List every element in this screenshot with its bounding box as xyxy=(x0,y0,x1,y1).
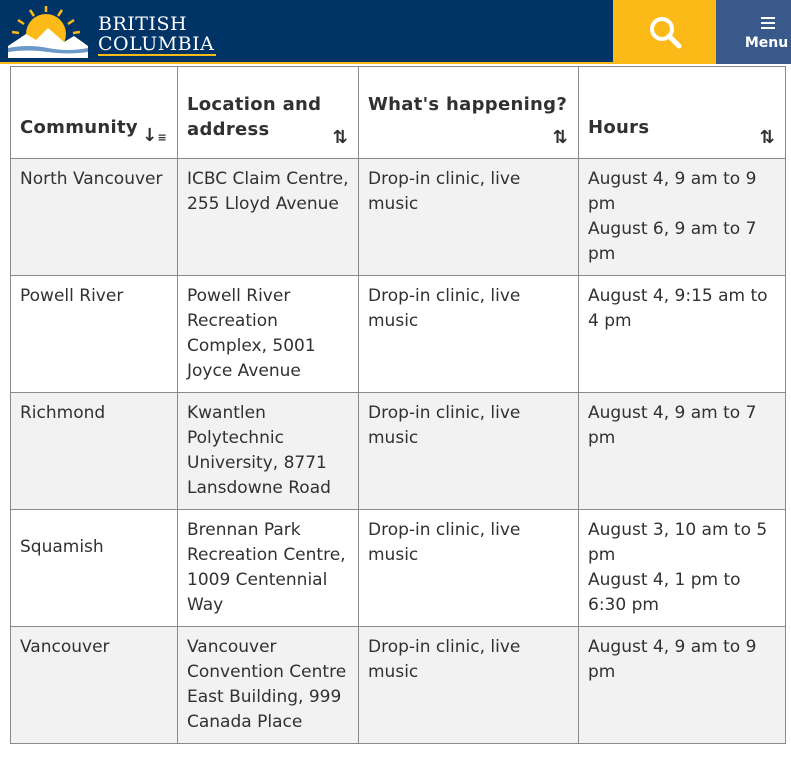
sort-ascending-icon[interactable]: ↓≡ xyxy=(142,125,167,146)
cell-happening: Drop-in clinic, live music xyxy=(359,510,579,627)
hamburger-icon xyxy=(761,17,775,32)
table-row xyxy=(11,276,786,393)
hours-line: August 4, 9 am to 9 pm xyxy=(588,169,757,214)
sun-mountain-icon xyxy=(8,4,88,58)
table-header-row xyxy=(11,67,786,159)
cell-location: Brennan Park Recreation Centre, 1009 Centennial Way xyxy=(178,510,359,627)
table-row xyxy=(11,159,786,276)
events-table xyxy=(10,66,786,744)
cell-location: Vancouver Convention Centre East Building, 999 Canada Place xyxy=(178,627,359,744)
logo-line-1: BRITISH xyxy=(98,13,188,35)
bc-logo[interactable] xyxy=(8,4,215,58)
hours-line: August 4, 1 pm to 6:30 pm xyxy=(588,570,741,615)
cell-hours xyxy=(579,276,786,393)
table-row xyxy=(11,393,786,510)
column-header-location: Location and address ⇅ xyxy=(178,67,359,159)
hours-line: August 4, 9 am to 9 pm xyxy=(588,637,757,682)
cell-community: Squamish xyxy=(11,510,178,627)
menu-button[interactable] xyxy=(716,0,791,64)
cell-happening: Drop-in clinic, live music xyxy=(359,276,579,393)
site-header xyxy=(0,0,791,64)
hours-line: August 4, 9:15 am to 4 pm xyxy=(588,286,768,331)
menu-label: Menu xyxy=(744,35,789,51)
cell-community: North Vancouver xyxy=(11,159,178,276)
sort-icon[interactable]: ⇅ xyxy=(552,127,568,148)
column-header-happening: What's happening? ⇅ xyxy=(359,67,579,159)
column-header-community: Community ↓≡ xyxy=(11,67,178,159)
cell-community: Richmond xyxy=(11,393,178,510)
table-row xyxy=(11,627,786,744)
cell-community: Vancouver xyxy=(11,627,178,744)
hours-line: August 4, 9 am to 7 pm xyxy=(588,403,757,448)
search-icon xyxy=(648,15,682,49)
cell-happening: Drop-in clinic, live music xyxy=(359,159,579,276)
cell-hours xyxy=(579,627,786,744)
sort-icon[interactable]: ⇅ xyxy=(759,127,775,148)
cell-happening: Drop-in clinic, live music xyxy=(359,393,579,510)
events-table-container xyxy=(10,66,785,744)
hours-line: August 6, 9 am to 7 pm xyxy=(588,219,757,264)
cell-hours xyxy=(579,159,786,276)
hours-line: August 3, 10 am to 5 pm xyxy=(588,520,768,565)
column-header-hours: Hours ⇅ xyxy=(579,67,786,159)
cell-happening: Drop-in clinic, live music xyxy=(359,627,579,744)
table-row xyxy=(11,510,786,627)
cell-hours xyxy=(579,393,786,510)
cell-hours xyxy=(579,510,786,627)
logo-line-2: COLUMBIA xyxy=(98,33,215,55)
cell-location: Kwantlen Polytechnic University, 8771 Lansdowne Road xyxy=(178,393,359,510)
cell-location: ICBC Claim Centre, 255 Lloyd Avenue xyxy=(178,159,359,276)
search-button[interactable] xyxy=(613,0,716,64)
cell-community: Powell River xyxy=(11,276,178,393)
sort-icon[interactable]: ⇅ xyxy=(332,127,348,148)
cell-location: Powell River Recreation Complex, 5001 Joyce Avenue xyxy=(178,276,359,393)
